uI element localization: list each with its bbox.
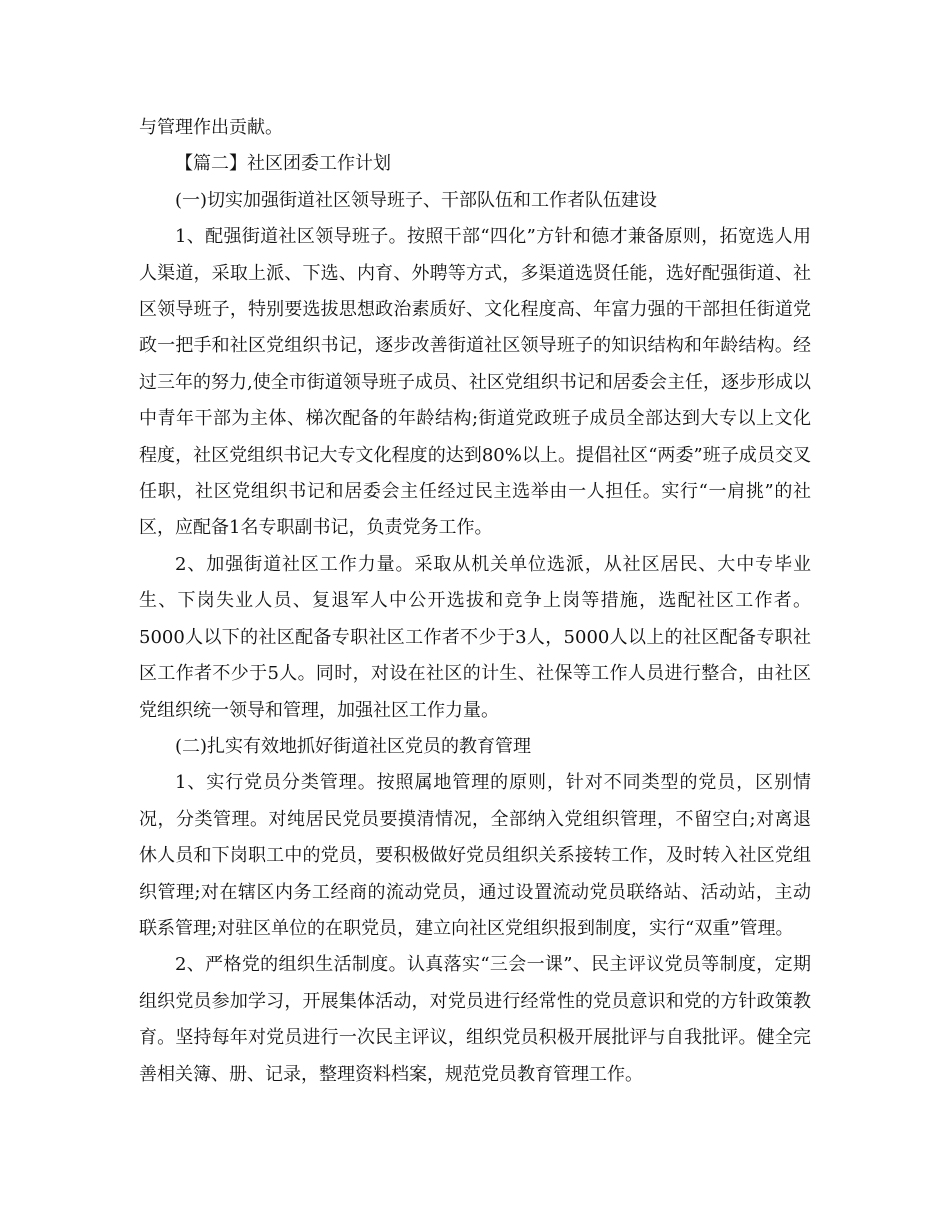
paragraph-organization-life: 2、严格党的组织生活制度。认真落实“三会一课”、民主评议党员等制度，定期组织党员参加学习，开展集体活动，对党员进行经常性的党员意识和党的方针政策教育。坚持每年对党员进行一次民主评议，组织党员积极开展批评与自我批评。健全完善相关簿、册、记录，整理资料档案，规范党员教育管理工作。 bbox=[139, 954, 811, 1085]
section-heading: 【篇二】社区团委工作计划 bbox=[175, 153, 391, 175]
subsection-heading-1: (一)切实加强街道社区领导班子、干部队伍和工作者队伍建设 bbox=[175, 189, 658, 211]
paragraph-continuation: 与管理作出贡献。 bbox=[139, 117, 283, 138]
paragraph-classified-management: 1、实行党员分类管理。按照属地管理的原则，针对不同类型的党员，区别情况，分类管理。对纯居民党员要摸清情况，全部纳入党组织管理，不留空白;对离退休人员和下岗职工中的党员，要积极做好党员组织关系接转工作，及时转入社区党组织管理;对在辖区内务工经商的流动党员，通过设置流动党员联络站、活动站，主动联系管理;对驻区单位的在职党员，建立向社区党组织报到制度，实行“双重”管理。 bbox=[139, 772, 811, 939]
paragraph-leadership: 1、配强街道社区领导班子。按照干部“四化”方针和德才兼备原则，拓宽选人用人渠道，采取上派、下选、内育、外聘等方式，多渠道选贤任能，选好配强街道、社区领导班子，特别要选拔思想政治素质好、文化程度高、年富力强的干部担任街道党政一把手和社区党组织书记，逐步改善街道社区领导班子的知识结构和年龄结构。经过三年的努力,使全市街道领导班子成员、社区党组织书记和居委会主任，逐步形成以中青年干部为主体、梯次配备的年龄结构;街道党政班子成员全部达到大专以上文化程度，社区党组织书记大专文化程度的达到80%以上。提倡社区“两委”班子成员交叉任职，社区党组织书记和居委会主任经过民主选举由一人担任。实行“一肩挑”的社区，应配备1名专职副书记，负责党务工作。 bbox=[139, 226, 811, 539]
paragraph-workforce: 2、加强街道社区工作力量。采取从机关单位选派，从社区居民、大中专毕业生、下岗失业人员、复退军人中公开选拔和竞争上岗等措施，选配社区工作者。5000人以下的社区配备专职社区工作者不少于3人，5000人以上的社区配备专职社区工作者不少于5人。同时，对设在社区的计生、社保等工作人员进行整合，由社区党组织统一领导和管理，加强社区工作力量。 bbox=[139, 553, 811, 721]
document-body bbox=[139, 110, 811, 1093]
subsection-heading-2: (二)扎实有效地抓好街道社区党员的教育管理 bbox=[175, 735, 532, 757]
